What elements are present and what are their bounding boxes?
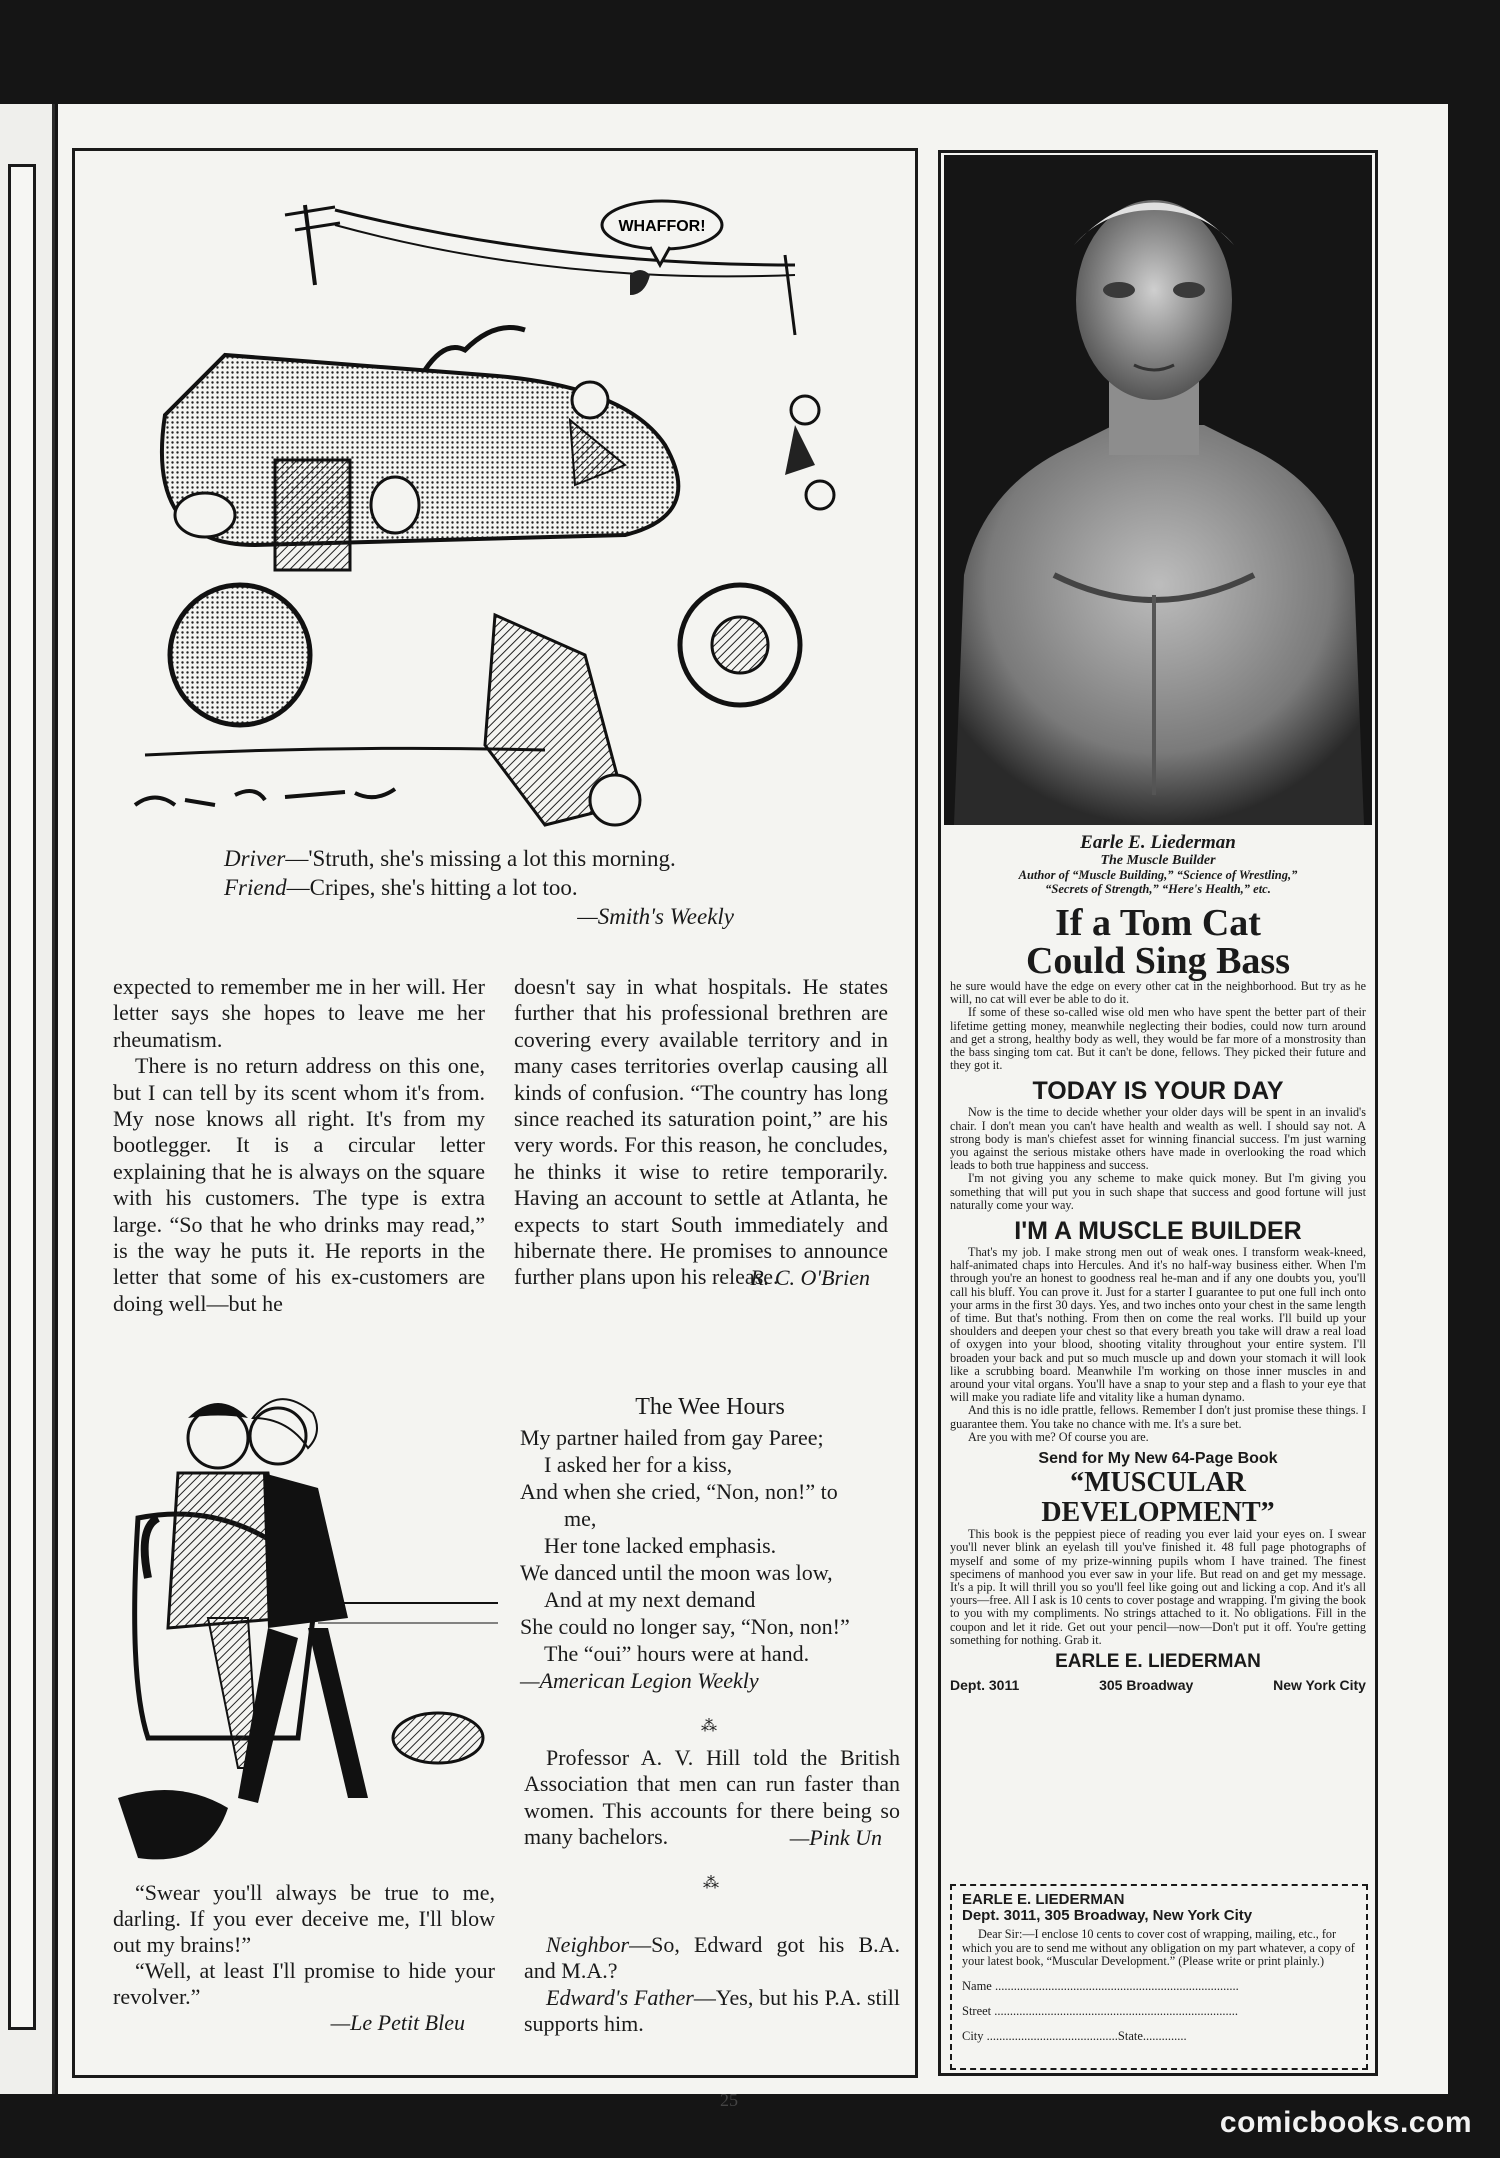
joke-line-text: —So, Edward got his B.A. and M.A.?: [524, 1932, 900, 1984]
ad-paragraph: I'm not giving you any scheme to make quick money. But I'm giving you something that will put you in such shape that success and good fortune will just naturally come your way.: [950, 1171, 1366, 1212]
speech-bubble-text: WHAFFOR!: [618, 218, 706, 235]
poem-line: My partner hailed from gay Paree;: [520, 1425, 824, 1451]
coupon-city-field[interactable]: City ..........................................State..............: [962, 2028, 1187, 2043]
ad-name: Earle E. Liederman: [1080, 832, 1236, 853]
coupon-address: Dept. 3011, 305 Broadway, New York City: [962, 1907, 1253, 1924]
ad-paragraph: That's my job. I make strong men out of weak ones. I transform weak-kneed, half-animated chaps into Hercules. And it's no half-way business either. When I'm through you're an honest to goodness real he-man and if any one doubts you, you'll call his bluff. You can prove it. Just for a starter I guarantee to put one full inch onto your arms in the first 30 days. Yes, and two inches onto your chest in the same length of time. But that's nothing. From then on come the real works. I'll build up your shoulders and deepen your chest so that every breath you take will draw a real load of oxygen into your blood, shooting vitality throughout your entire system. I'll broaden your back and put so much muscle up and down your stomach it will look like a scrubbing board. Meanwhile I'm working on those inner muscles in and around your vital organs. You'll have a snap to your step and a flash to your eye that will make you radiate life and vitality like a human dynamo.: [950, 1245, 1366, 1405]
caption-line-friend: [224, 873, 784, 902]
cartoon-caption: [224, 844, 784, 931]
paragraph: There is no return address on this one, but I can tell by its scent whom it's from. My nose knows all right. It's from my bootlegger. It is a circular letter explaining that he is always on the square with his customers. The type is extra large. “So that he who drinks may read,” is the way he puts it. He reports in the letter that some of his ex-customers are doing well—but he: [113, 1053, 485, 1316]
byline: R. C. O'Brien: [750, 1264, 870, 1290]
coupon-title: EARLE E. LIEDERMAN: [962, 1891, 1125, 1908]
poem-line: And when she cried, “Non, non!” to: [520, 1479, 838, 1505]
speaker: Neighbor: [546, 1932, 630, 1957]
coupon-name-field[interactable]: Name ..............................................................................: [962, 1978, 1239, 1993]
poem-line: We danced until the moon was low,: [520, 1560, 833, 1586]
caption-text-friend: —Cripes, she's hitting a lot too.: [286, 875, 578, 900]
poem-line: me,: [564, 1506, 597, 1532]
speaker-driver: Driver: [224, 846, 286, 871]
ad-book-title: “MUSCULAR DEVELOPMENT”: [1041, 1467, 1275, 1529]
coupon-name-label: Name: [962, 1978, 992, 1993]
text-column-right: [514, 974, 888, 1291]
joke-line: [524, 1985, 900, 2038]
couple-cartoon: [118, 1378, 498, 1868]
poem: [520, 1394, 900, 1761]
caption-quote-2: “Well, at least I'll promise to hide your revolver.”: [113, 1958, 495, 2009]
left-page-edge: [0, 104, 55, 2094]
ad-dept: Dept. 3011: [950, 1676, 1020, 1693]
poem-line: The “oui” hours were at hand.: [544, 1641, 810, 1667]
ad-city: New York City: [1273, 1676, 1366, 1693]
ad-heading: I'M A MUSCLE BUILDER: [1014, 1217, 1302, 1246]
left-page-border: [8, 164, 36, 2030]
poem-source: —American Legion Weekly: [520, 1668, 759, 1694]
ad-paragraph: Are you with me? Of course you are.: [968, 1429, 1149, 1444]
muscleman-photo: [944, 155, 1372, 825]
coupon-city-label: City: [962, 2028, 984, 2043]
order-coupon[interactable]: [950, 1884, 1368, 2070]
joke-neighbor: [524, 1932, 900, 2038]
paragraph: doesn't say in what hospitals. He states further that his professional brethren are covering every available territory and in many cases territories overlap causing all kinds of confusion. “The country has long since reached its saturation point,” are his very words. For this reason, he concludes, he thinks it wise to retire temporarily. Having an account to settle at Atlanta, he expects to start South immediately and hibernate there. He promises to announce further plans upon his release.: [514, 974, 888, 1290]
speaker-friend: Friend: [224, 875, 287, 900]
ad-paragraph: he sure would have the edge on every other cat in the neighborhood. But try as he will, no cat will ever be able to do it.: [950, 979, 1366, 1007]
joke-source: —Pink Un: [789, 1824, 882, 1850]
coupon-street-field[interactable]: Street ..............................................................................: [962, 2003, 1239, 2018]
joke-text: Professor A. V. Hill told the British Association that men can run faster than women. This accounts for there being so many bachelors.: [524, 1745, 900, 1850]
ad-paragraph: This book is the peppiest piece of reading you ever laid your eyes on. I swear you'll never blink an eyelash till you've finished it. 48 full page photographs of myself and some of my prize-winning pupils whom I have trained. The finest specimens of manhood you ever saw in your life. But read on and get my message. It's a pip. It will thrill you so you'll feel like going out and licking a cop. And it's all yours—free. All I ask is 10 cents to cover postage and wrapping. I'm giving the book to you with my compliments. No strings attached to it. No obligations. Fill in the coupon and let it ride. Get out your pencil—now—Don't put it off. You're getting something for nothing. Grab it.: [950, 1527, 1366, 1647]
caption-source: —Smith's Weekly: [577, 904, 734, 929]
paragraph: expected to remember me in her will. Her letter says she hopes to leave me her rheumatism.: [113, 974, 485, 1052]
ad-send-for: Send for My New 64-Page Book: [1038, 1450, 1278, 1468]
separator: ⁂: [703, 1875, 721, 1893]
separator: ⁂: [701, 1718, 719, 1736]
caption-source: —Le Petit Bleu: [330, 2010, 465, 2035]
ad-paragraph: Now is the time to decide whether your older days will be spent in an invalid's chair. I don't mean you can't have health and wealth as well. I should say not. A strong body is man's chiefest asset for winning financial success. I'm just warning you against the serious mistake others have made in overlooking the road which leads to both true happiness and success.: [950, 1105, 1366, 1173]
watermark: comicbooks.com: [1219, 2106, 1472, 2139]
coupon-state-label: State: [1117, 2028, 1143, 2043]
caption-text-driver: —'Struth, she's missing a lot this morning.: [285, 846, 676, 871]
page-number: 25: [720, 2090, 738, 2110]
poem-line: I asked her for a kiss,: [544, 1452, 733, 1478]
ad-address: [950, 1677, 1366, 1693]
caption-quote-1: “Swear you'll always be true to me, darling. If you ever deceive me, I'll blow out my brains!”: [113, 1880, 495, 1957]
ad-author-line: Author of “Muscle Building,” “Science of Wrestling,”: [1018, 868, 1298, 882]
coupon-street-label: Street: [962, 2003, 992, 2018]
couple-caption: [113, 1880, 495, 2036]
speaker: Edward's Father: [546, 1984, 694, 2010]
ad-headline: Could Sing Bass: [1025, 940, 1290, 982]
ad-headline: If a Tom Cat: [1055, 902, 1261, 944]
text-column-left: [113, 974, 485, 1317]
car-cartoon: [105, 185, 885, 845]
ad-author-line: “Secrets of Strength,” “Here's Health,” etc.: [1045, 882, 1271, 896]
caption-line-driver: [224, 844, 784, 873]
poem-line: She could no longer say, “Non, non!”: [520, 1614, 850, 1640]
poem-title: The Wee Hours: [635, 1394, 785, 1420]
poem-line: Her tone lacked emphasis.: [544, 1533, 777, 1559]
joke-line: [524, 1932, 900, 1985]
joke-line-text: —Yes, but his P.A. still supports him.: [524, 1984, 900, 2037]
ad-paragraph: And this is no idle prattle, fellows. Remember I don't just promise these things. I guarantee them. You take no chance with me. It's a sure bet.: [950, 1403, 1366, 1431]
poem-line: And at my next demand: [544, 1587, 756, 1613]
ad-copy: [950, 832, 1366, 1693]
ad-photo: [944, 155, 1372, 825]
joke-hill: [524, 1745, 900, 1917]
ad-signature: EARLE E. LIEDERMAN: [1055, 1650, 1261, 1672]
ad-subtitle: The Muscle Builder: [1100, 853, 1216, 868]
ad-paragraph: If some of these so-called wise old men who have spent the better part of their lifetime getting money, meanwhile neglecting their bodies, could now turn around and get a strong, healthy body as well, they would be far more of a monstrosity than the bass singing tom cat. But it can't be done, fellows. They picked their future and they got it.: [950, 1005, 1366, 1073]
coupon-body: Dear Sir:—I enclose 10 cents to cover cost of wrapping, mailing, etc., for which you are to send me without any obligation on my part whatever, a copy of your latest book, “Muscular Development.” (Please write or print plainly.): [962, 1927, 1355, 1968]
ad-heading: TODAY IS YOUR DAY: [1032, 1077, 1284, 1106]
ad-street: 305 Broadway: [1099, 1676, 1194, 1693]
